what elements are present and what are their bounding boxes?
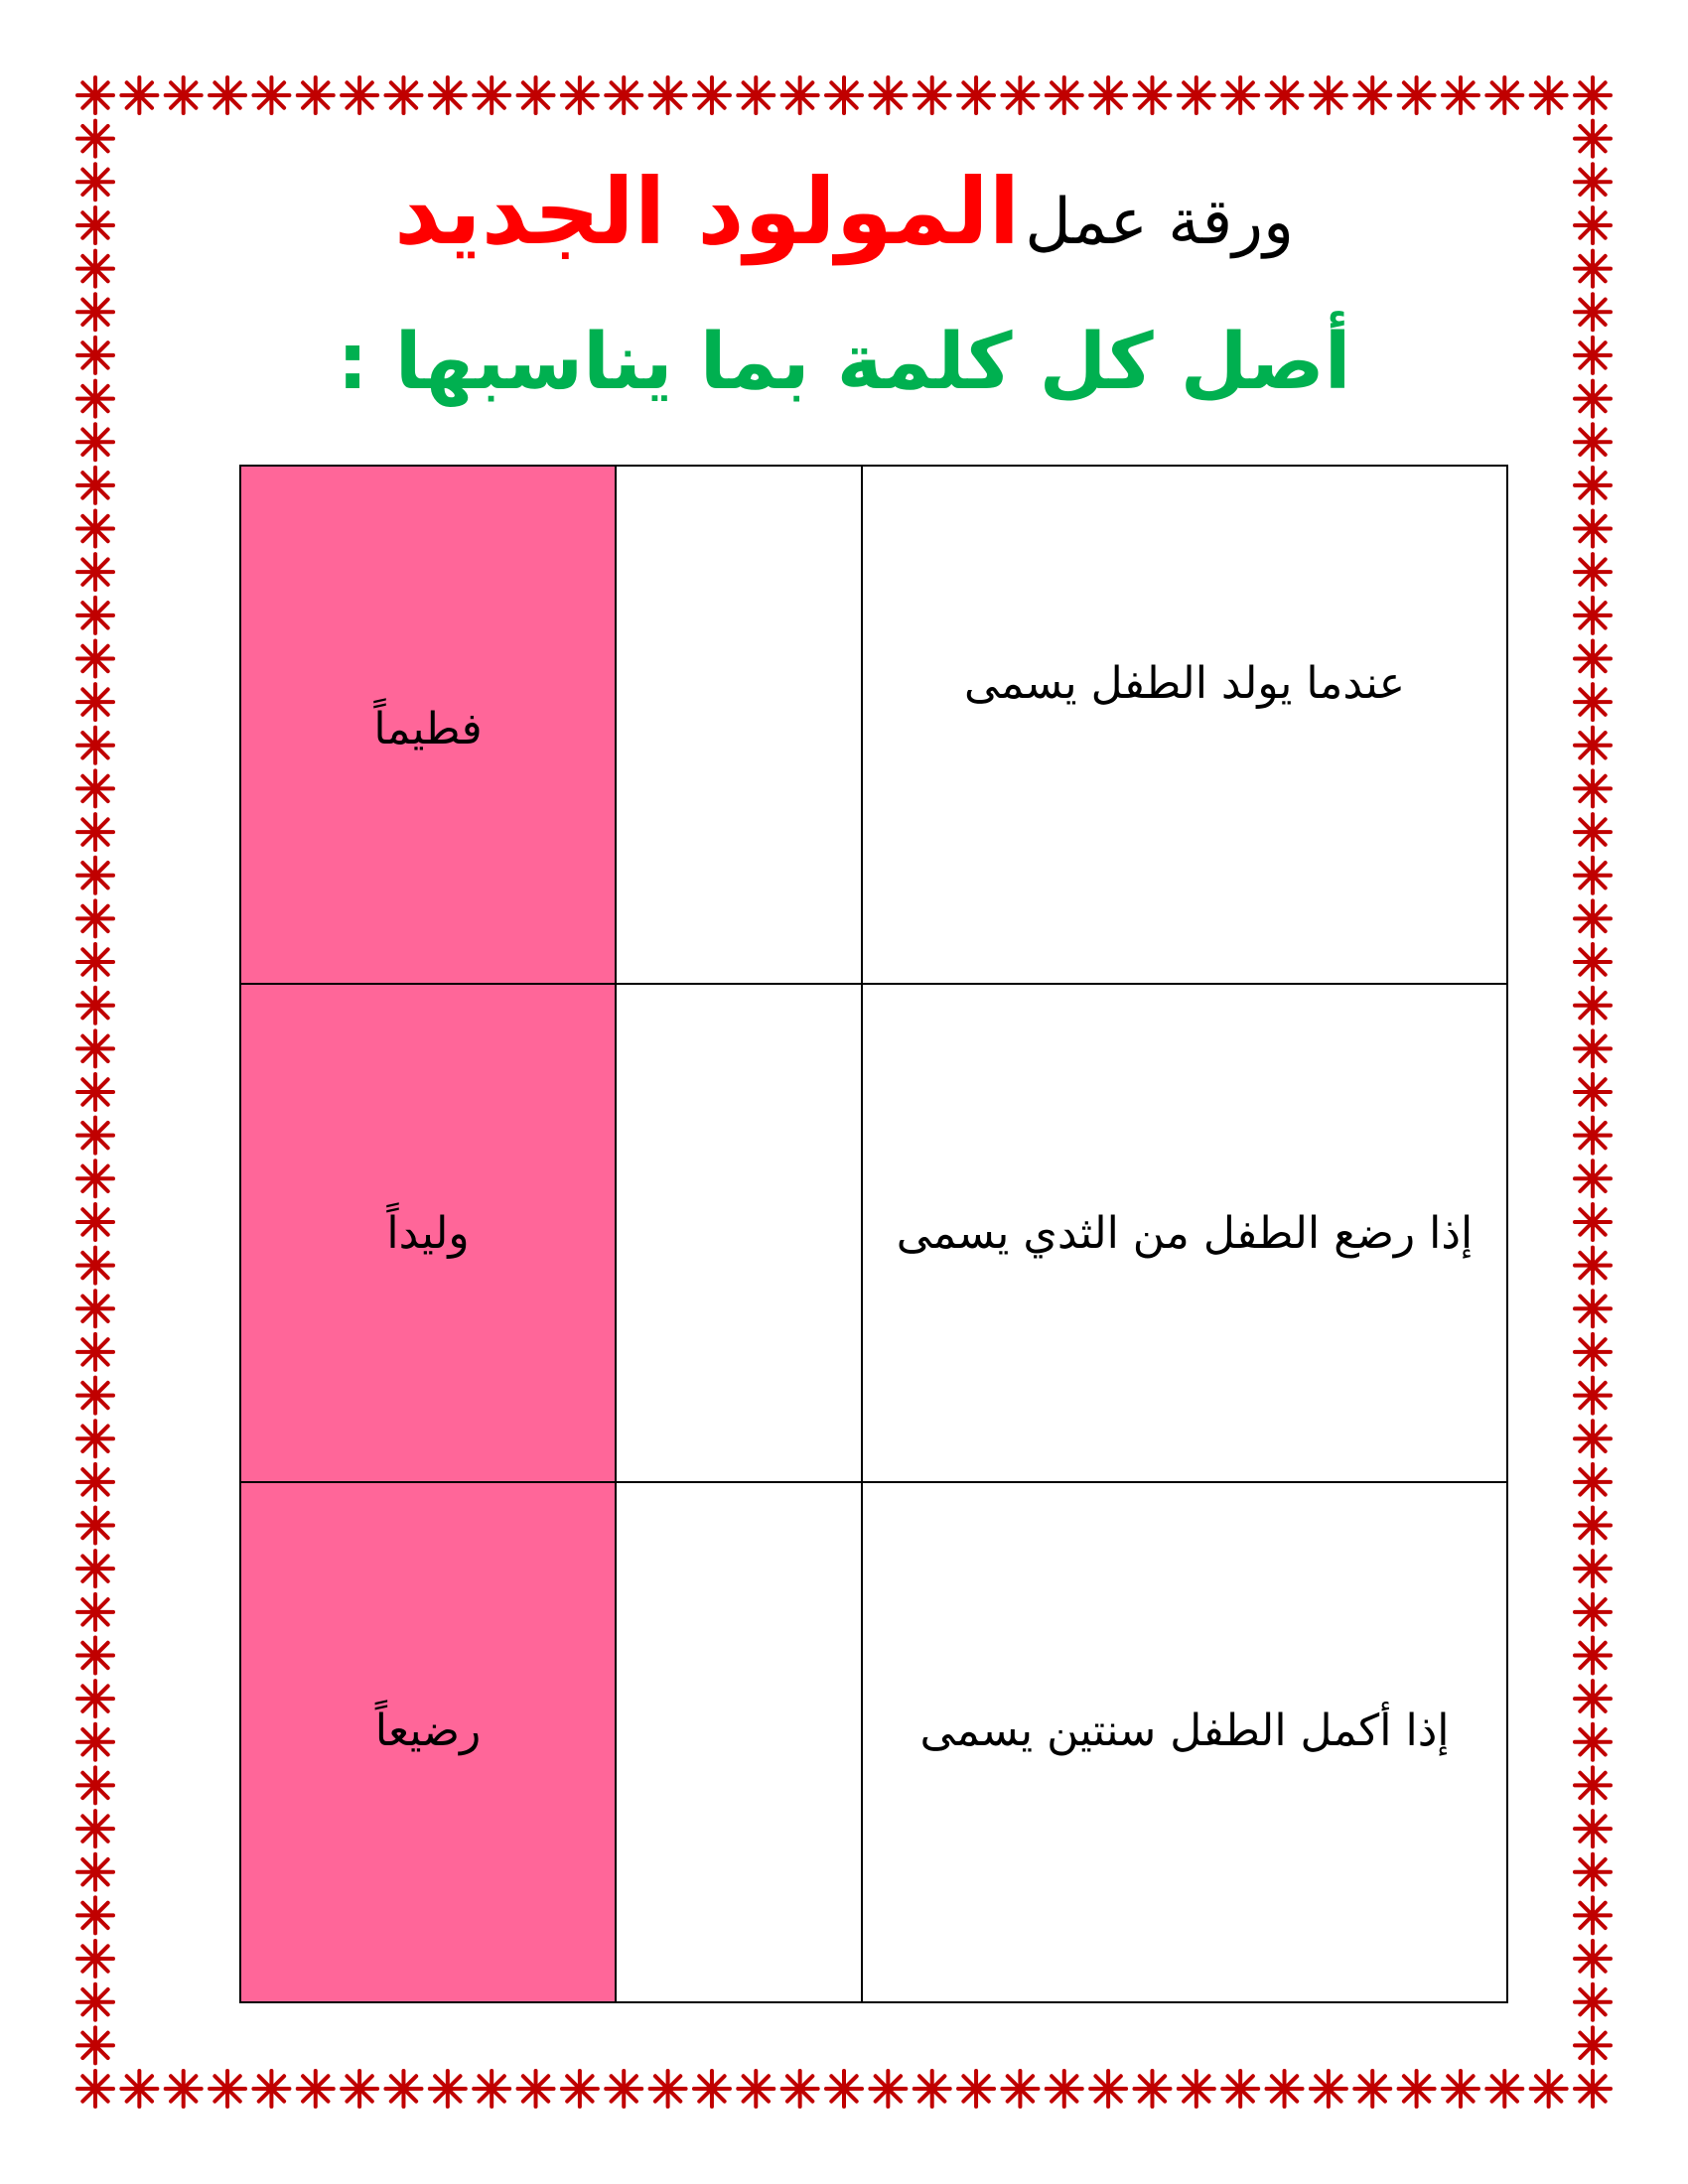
asterisk-icon bbox=[1134, 2071, 1170, 2107]
matching-table bbox=[239, 465, 1508, 2003]
asterisk-icon bbox=[77, 858, 113, 893]
asterisk-icon bbox=[77, 988, 113, 1024]
matching-gap-cell[interactable] bbox=[616, 466, 862, 984]
asterisk-icon bbox=[1575, 1854, 1611, 1890]
asterisk-icon bbox=[77, 1724, 113, 1760]
asterisk-icon bbox=[1575, 770, 1611, 806]
asterisk-icon bbox=[210, 77, 245, 113]
asterisk-icon bbox=[1575, 988, 1611, 1024]
asterisk-icon bbox=[782, 77, 818, 113]
asterisk-icon bbox=[1575, 858, 1611, 893]
asterisk-icon bbox=[1311, 2071, 1346, 2107]
worksheet-title bbox=[0, 159, 1688, 265]
prompt-text: إذا رضع الطفل من الثدي يسمى bbox=[896, 1207, 1474, 1259]
asterisk-icon bbox=[474, 2071, 509, 2107]
asterisk-icon bbox=[1486, 2071, 1522, 2107]
answer-cell bbox=[240, 466, 616, 984]
asterisk-icon bbox=[1047, 2071, 1082, 2107]
asterisk-icon bbox=[1575, 1334, 1611, 1370]
asterisk-icon bbox=[1047, 77, 1082, 113]
asterisk-icon bbox=[298, 77, 334, 113]
asterisk-icon bbox=[518, 2071, 554, 2107]
asterisk-icon bbox=[1575, 1594, 1611, 1630]
asterisk-icon bbox=[77, 1074, 113, 1110]
asterisk-icon bbox=[474, 77, 509, 113]
asterisk-icon bbox=[1575, 121, 1611, 157]
answer-word: رضيعاً bbox=[374, 1705, 482, 1756]
asterisk-icon bbox=[1179, 2071, 1214, 2107]
answer-cell bbox=[240, 984, 616, 1482]
asterisk-icon bbox=[1443, 77, 1478, 113]
asterisk-icon bbox=[1575, 1637, 1611, 1673]
asterisk-icon bbox=[1575, 1160, 1611, 1196]
asterisk-icon bbox=[1443, 2071, 1478, 2107]
asterisk-icon bbox=[1575, 728, 1611, 763]
asterisk-icon bbox=[650, 2071, 686, 2107]
asterisk-icon bbox=[298, 2071, 334, 2107]
title-prefix: ورقة عمل bbox=[1025, 186, 1294, 259]
asterisk-icon bbox=[1575, 1204, 1611, 1240]
asterisk-icon bbox=[1575, 511, 1611, 547]
asterisk-icon bbox=[1222, 2071, 1258, 2107]
asterisk-icon bbox=[958, 2071, 994, 2107]
asterisk-icon bbox=[650, 77, 686, 113]
asterisk-icon bbox=[1575, 1248, 1611, 1284]
asterisk-icon bbox=[1575, 2071, 1611, 2107]
asterisk-icon bbox=[77, 770, 113, 806]
asterisk-icon bbox=[1575, 944, 1611, 980]
prompt-cell bbox=[862, 466, 1507, 984]
asterisk-icon bbox=[1575, 640, 1611, 676]
asterisk-icon bbox=[77, 1421, 113, 1456]
table-row bbox=[240, 466, 1507, 984]
asterisk-icon bbox=[1575, 900, 1611, 936]
asterisk-icon bbox=[77, 814, 113, 850]
asterisk-icon bbox=[77, 511, 113, 547]
asterisk-icon bbox=[694, 77, 730, 113]
asterisk-icon bbox=[606, 77, 641, 113]
asterisk-icon bbox=[1575, 1074, 1611, 1110]
asterisk-icon bbox=[385, 2071, 421, 2107]
asterisk-icon bbox=[738, 77, 774, 113]
asterisk-icon bbox=[77, 1118, 113, 1154]
asterisk-icon bbox=[1267, 2071, 1303, 2107]
asterisk-icon bbox=[1222, 77, 1258, 113]
asterisk-icon bbox=[1575, 1681, 1611, 1716]
asterisk-icon bbox=[253, 77, 289, 113]
asterisk-icon bbox=[1575, 1118, 1611, 1154]
asterisk-icon bbox=[77, 1464, 113, 1500]
asterisk-icon bbox=[121, 77, 157, 113]
asterisk-icon bbox=[1575, 554, 1611, 590]
asterisk-icon bbox=[826, 2071, 862, 2107]
asterisk-icon bbox=[518, 77, 554, 113]
asterisk-icon bbox=[77, 1334, 113, 1370]
asterisk-icon bbox=[738, 2071, 774, 2107]
asterisk-icon bbox=[166, 77, 202, 113]
asterisk-icon bbox=[914, 77, 950, 113]
asterisk-icon bbox=[1090, 2071, 1126, 2107]
matching-gap-cell[interactable] bbox=[616, 1482, 862, 2002]
asterisk-icon bbox=[77, 1291, 113, 1326]
asterisk-icon bbox=[1575, 1378, 1611, 1414]
asterisk-icon bbox=[1575, 1464, 1611, 1500]
asterisk-icon bbox=[562, 2071, 598, 2107]
asterisk-icon bbox=[121, 2071, 157, 2107]
asterisk-icon bbox=[210, 2071, 245, 2107]
asterisk-icon bbox=[77, 1854, 113, 1890]
asterisk-icon bbox=[253, 2071, 289, 2107]
asterisk-icon bbox=[77, 1941, 113, 1977]
asterisk-icon bbox=[914, 2071, 950, 2107]
asterisk-icon bbox=[77, 640, 113, 676]
asterisk-icon bbox=[1002, 77, 1038, 113]
asterisk-icon bbox=[385, 77, 421, 113]
asterisk-icon bbox=[1002, 2071, 1038, 2107]
asterisk-icon bbox=[1354, 77, 1390, 113]
asterisk-icon bbox=[1575, 1984, 1611, 2020]
asterisk-icon bbox=[1134, 77, 1170, 113]
answer-word: فطيماً bbox=[373, 703, 483, 754]
asterisk-icon bbox=[1575, 1811, 1611, 1846]
asterisk-icon bbox=[606, 2071, 641, 2107]
asterisk-icon bbox=[77, 468, 113, 503]
asterisk-icon bbox=[77, 1248, 113, 1284]
asterisk-icon bbox=[1575, 1767, 1611, 1803]
prompt-text: عندما يولد الطفل يسمى bbox=[964, 657, 1405, 709]
asterisk-icon bbox=[77, 121, 113, 157]
asterisk-icon bbox=[1575, 468, 1611, 503]
asterisk-icon bbox=[1575, 1897, 1611, 1933]
asterisk-icon bbox=[1311, 77, 1346, 113]
asterisk-icon bbox=[782, 2071, 818, 2107]
asterisk-icon bbox=[1575, 684, 1611, 720]
asterisk-icon bbox=[77, 2027, 113, 2063]
asterisk-icon bbox=[1575, 77, 1611, 113]
asterisk-icon bbox=[1575, 2027, 1611, 2063]
asterisk-icon bbox=[77, 944, 113, 980]
matching-gap-cell[interactable] bbox=[616, 984, 862, 1482]
asterisk-icon bbox=[77, 1637, 113, 1673]
table-row bbox=[240, 984, 1507, 1482]
asterisk-icon bbox=[1531, 77, 1567, 113]
asterisk-icon bbox=[77, 554, 113, 590]
asterisk-icon bbox=[1486, 77, 1522, 113]
asterisk-icon bbox=[1399, 2071, 1435, 2107]
asterisk-icon bbox=[77, 684, 113, 720]
asterisk-icon bbox=[1575, 1508, 1611, 1544]
asterisk-icon bbox=[77, 1378, 113, 1414]
asterisk-icon bbox=[1575, 814, 1611, 850]
asterisk-icon bbox=[562, 77, 598, 113]
asterisk-icon bbox=[826, 77, 862, 113]
asterisk-icon bbox=[1090, 77, 1126, 113]
asterisk-icon bbox=[342, 77, 377, 113]
asterisk-icon bbox=[77, 598, 113, 633]
asterisk-icon bbox=[77, 1897, 113, 1933]
asterisk-icon bbox=[430, 2071, 466, 2107]
asterisk-icon bbox=[430, 77, 466, 113]
asterisk-icon bbox=[77, 900, 113, 936]
asterisk-icon bbox=[694, 2071, 730, 2107]
asterisk-icon bbox=[77, 1508, 113, 1544]
instruction-heading: أصل كل كلمة بما يناسبها : bbox=[337, 318, 1351, 407]
asterisk-icon bbox=[1575, 598, 1611, 633]
asterisk-icon bbox=[342, 2071, 377, 2107]
asterisk-icon bbox=[77, 77, 113, 113]
asterisk-icon bbox=[1354, 2071, 1390, 2107]
asterisk-icon bbox=[1575, 1030, 1611, 1066]
asterisk-icon bbox=[1179, 77, 1214, 113]
answer-cell bbox=[240, 1482, 616, 2002]
asterisk-icon bbox=[870, 77, 906, 113]
asterisk-icon bbox=[77, 1160, 113, 1196]
asterisk-icon bbox=[1531, 2071, 1567, 2107]
table-row bbox=[240, 1482, 1507, 2002]
asterisk-icon bbox=[870, 2071, 906, 2107]
asterisk-icon bbox=[1575, 1724, 1611, 1760]
asterisk-icon bbox=[77, 728, 113, 763]
asterisk-icon bbox=[77, 2071, 113, 2107]
asterisk-icon bbox=[77, 1030, 113, 1066]
asterisk-icon bbox=[77, 1681, 113, 1716]
asterisk-icon bbox=[77, 424, 113, 460]
title-highlight: المولود الجديد bbox=[394, 159, 1021, 265]
asterisk-icon bbox=[77, 1551, 113, 1586]
asterisk-icon bbox=[77, 1767, 113, 1803]
asterisk-icon bbox=[1575, 1551, 1611, 1586]
asterisk-icon bbox=[1399, 77, 1435, 113]
asterisk-icon bbox=[166, 2071, 202, 2107]
asterisk-icon bbox=[77, 1204, 113, 1240]
asterisk-icon bbox=[958, 77, 994, 113]
asterisk-icon bbox=[77, 1811, 113, 1846]
asterisk-icon bbox=[1575, 1291, 1611, 1326]
prompt-text: إذا أكمل الطفل سنتين يسمى bbox=[919, 1705, 1450, 1756]
answer-word: وليداً bbox=[386, 1207, 470, 1259]
asterisk-icon bbox=[77, 1594, 113, 1630]
prompt-cell bbox=[862, 1482, 1507, 2002]
asterisk-icon bbox=[1575, 1421, 1611, 1456]
asterisk-icon bbox=[1575, 1941, 1611, 1977]
prompt-cell bbox=[862, 984, 1507, 1482]
asterisk-icon bbox=[77, 1984, 113, 2020]
asterisk-icon bbox=[1267, 77, 1303, 113]
asterisk-icon bbox=[1575, 424, 1611, 460]
